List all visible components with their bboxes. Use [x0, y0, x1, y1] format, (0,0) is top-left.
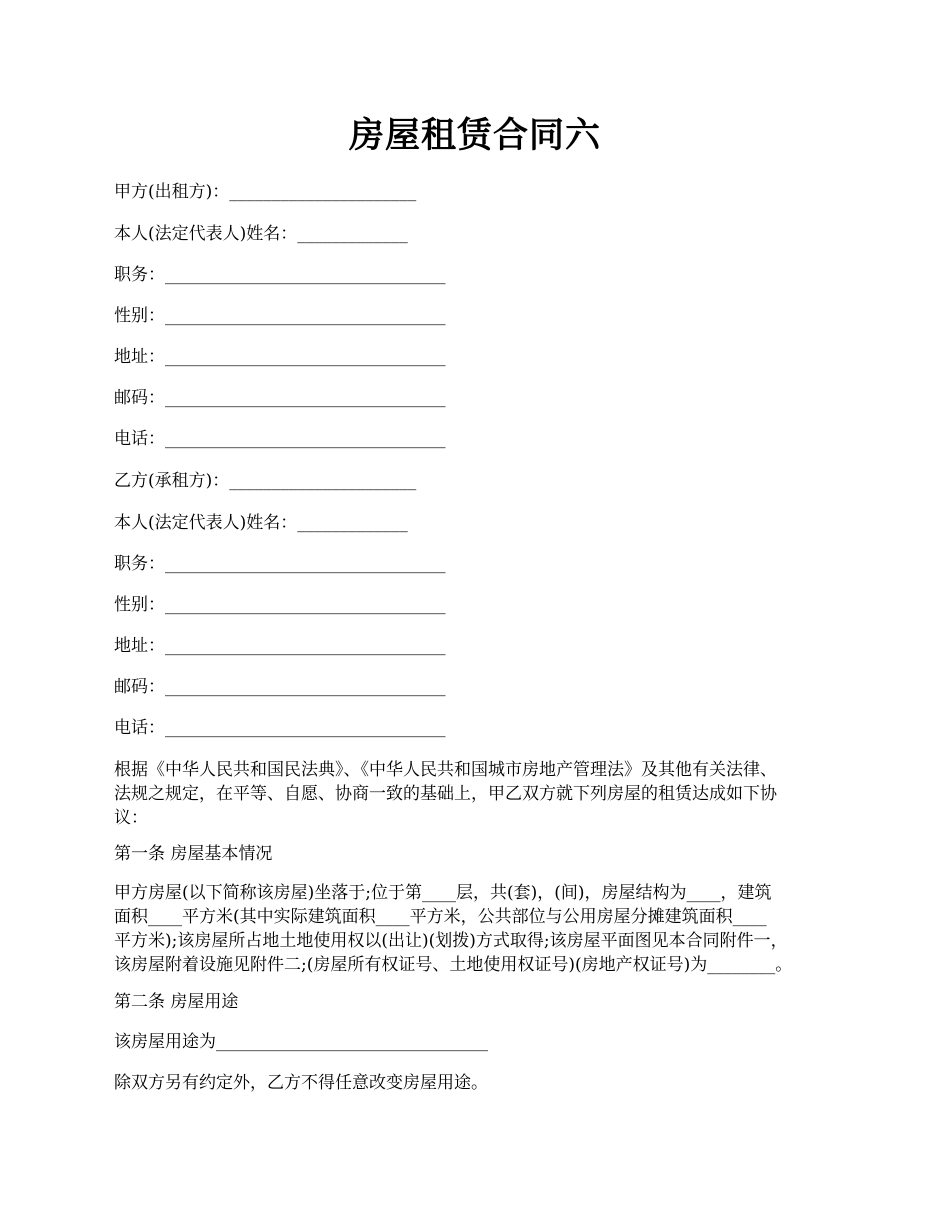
- article-2-heading: 第二条 房屋用途: [114, 992, 239, 1012]
- article-1-line: 平方米);该房屋所占地土地使用权以(出让)(划拨)方式取得;该房屋平面图见本合同附件一，: [114, 931, 788, 951]
- party-a-address: 地址：_________________________________: [114, 347, 446, 367]
- intro-line: 根据《中华人民共和国民法典》、《中华人民共和国城市房地产管理法》及其他有关法律、: [114, 760, 777, 780]
- article-1-heading: 第一条 房屋基本情况: [114, 844, 273, 864]
- party-a-phone: 电话：_________________________________: [114, 429, 446, 449]
- intro-paragraph: [114, 758, 844, 830]
- article-1-line: 该房屋附着设施见附件二;(房屋所有权证号、土地使用权证号)(房地产权证号)为________。: [114, 955, 793, 975]
- article-1-paragraph: [114, 881, 844, 977]
- intro-line: 议：: [114, 808, 148, 828]
- party-a-postcode: 邮码：_________________________________: [114, 388, 446, 408]
- party-b-postcode: 邮码：_________________________________: [114, 677, 446, 697]
- party-a-gender: 性别：_________________________________: [114, 306, 446, 326]
- article-1-line: 甲方房屋(以下简称该房屋)坐落于;位于第____层，共(套)，(间)，房屋结构为____，建筑: [114, 883, 772, 903]
- party-b-gender: 性别：_________________________________: [114, 595, 446, 615]
- party-a-representative: 本人(法定代表人)姓名：_____________: [114, 224, 408, 244]
- party-b-label: 乙方(承租方)：______________________: [114, 471, 417, 491]
- party-a-label: 甲方(出租方)：______________________: [114, 182, 417, 202]
- party-a-position: 职务：_________________________________: [114, 265, 446, 285]
- party-b-representative: 本人(法定代表人)姓名：_____________: [114, 513, 408, 533]
- intro-line: 法规之规定，在平等、自愿、协商一致的基础上，甲乙双方就下列房屋的租赁达成如下协: [114, 784, 777, 804]
- article-1-line: 面积____平方米(其中实际建筑面积____平方米，公共部位与公用房屋分摊建筑面积____: [114, 907, 767, 927]
- article-2-restriction: 除双方另有约定外，乙方不得任意改变房屋用途。: [114, 1073, 488, 1093]
- article-2-usage: 该房屋用途为________________________________: [114, 1032, 488, 1052]
- document-title: 房屋租赁合同六: [348, 115, 601, 156]
- party-b-phone: 电话：_________________________________: [114, 718, 446, 738]
- party-b-position: 职务：_________________________________: [114, 554, 446, 574]
- party-b-address: 地址：_________________________________: [114, 636, 446, 656]
